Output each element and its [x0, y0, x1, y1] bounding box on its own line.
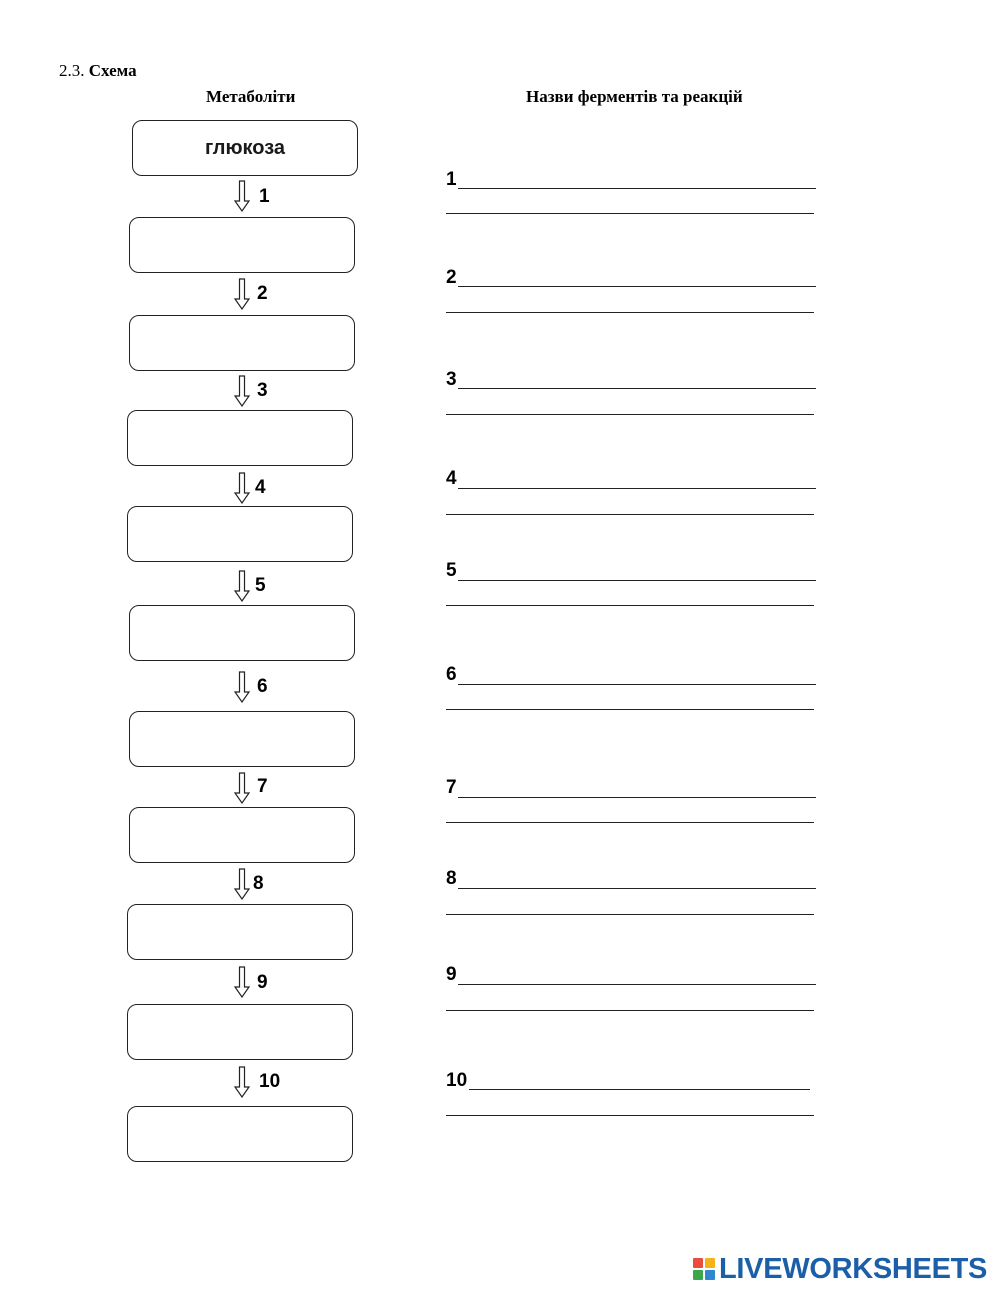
down-arrow-icon: [233, 868, 251, 900]
answer-line[interactable]: [458, 797, 816, 798]
down-arrow-icon: [233, 772, 251, 804]
answer-line[interactable]: [446, 1010, 814, 1011]
metabolite-box-glucose: глюкоза: [132, 120, 358, 176]
down-arrow-icon: [233, 472, 251, 504]
answer-line[interactable]: [458, 388, 816, 389]
answer-line[interactable]: [469, 1089, 810, 1090]
answer-line[interactable]: [446, 514, 814, 515]
metabolite-box-3[interactable]: [127, 410, 353, 466]
answer-line[interactable]: [446, 213, 814, 214]
logo-square-icon: [693, 1258, 703, 1268]
logo-square-icon: [705, 1270, 715, 1280]
answer-line[interactable]: [458, 888, 816, 889]
metabolite-box-10[interactable]: [127, 1106, 353, 1162]
step-number: 1: [259, 186, 270, 207]
down-arrow-icon: [233, 966, 251, 998]
logo-square-icon: [705, 1258, 715, 1268]
answer-number: 9: [446, 964, 457, 985]
step-number: 10: [259, 1071, 281, 1092]
answer-line[interactable]: [446, 312, 814, 313]
answer-line[interactable]: [446, 709, 814, 710]
step-number: 9: [257, 972, 268, 993]
down-arrow-icon: [233, 671, 251, 703]
answer-line[interactable]: [458, 188, 816, 189]
answer-number: 3: [446, 369, 457, 390]
step-number: 4: [255, 477, 266, 498]
answer-line[interactable]: [446, 414, 814, 415]
answer-line[interactable]: [446, 914, 814, 915]
answer-number: 4: [446, 468, 457, 489]
answer-number: 5: [446, 560, 457, 581]
metabolite-box-8[interactable]: [127, 904, 353, 960]
answer-line[interactable]: [458, 984, 816, 985]
logo-square-icon: [693, 1270, 703, 1280]
step-number: 2: [257, 283, 268, 304]
answer-line[interactable]: [446, 1115, 814, 1116]
answer-line[interactable]: [446, 605, 814, 606]
liveworksheets-logo: [693, 1254, 987, 1284]
step-number: 8: [253, 873, 264, 894]
answer-line[interactable]: [446, 822, 814, 823]
metabolite-box-2[interactable]: [129, 315, 355, 371]
answer-line[interactable]: [458, 488, 816, 489]
answer-line[interactable]: [458, 286, 816, 287]
section-number: 2.3.: [59, 61, 85, 80]
step-number: 6: [257, 676, 268, 697]
metabolite-box-4[interactable]: [127, 506, 353, 562]
down-arrow-icon: [233, 180, 251, 212]
answer-number: 6: [446, 664, 457, 685]
metabolites-column-title: Метаболіти: [206, 87, 296, 106]
down-arrow-icon: [233, 278, 251, 310]
step-number: 3: [257, 380, 268, 401]
answer-number: 7: [446, 777, 457, 798]
brand-name: LIVEWORKSHEETS: [719, 1252, 988, 1285]
metabolite-box-9[interactable]: [127, 1004, 353, 1060]
enzymes-column-title: Назви ферментів та реакцій: [526, 87, 743, 106]
metabolite-box-1[interactable]: [129, 217, 355, 273]
answer-number: 1: [446, 169, 457, 190]
metabolite-box-5[interactable]: [129, 605, 355, 661]
down-arrow-icon: [233, 375, 251, 407]
answer-number: 8: [446, 868, 457, 889]
section-title: Схема: [88, 61, 137, 80]
metabolite-box-6[interactable]: [129, 711, 355, 767]
answer-line[interactable]: [458, 684, 816, 685]
section-heading: [59, 61, 137, 81]
liveworksheets-logo-icon: [693, 1258, 715, 1280]
answer-number: 10: [446, 1070, 468, 1091]
step-number: 7: [257, 776, 268, 797]
step-number: 5: [255, 575, 266, 596]
answer-number: 2: [446, 267, 457, 288]
answer-line[interactable]: [458, 580, 816, 581]
metabolite-box-7[interactable]: [129, 807, 355, 863]
down-arrow-icon: [233, 570, 251, 602]
down-arrow-icon: [233, 1066, 251, 1098]
